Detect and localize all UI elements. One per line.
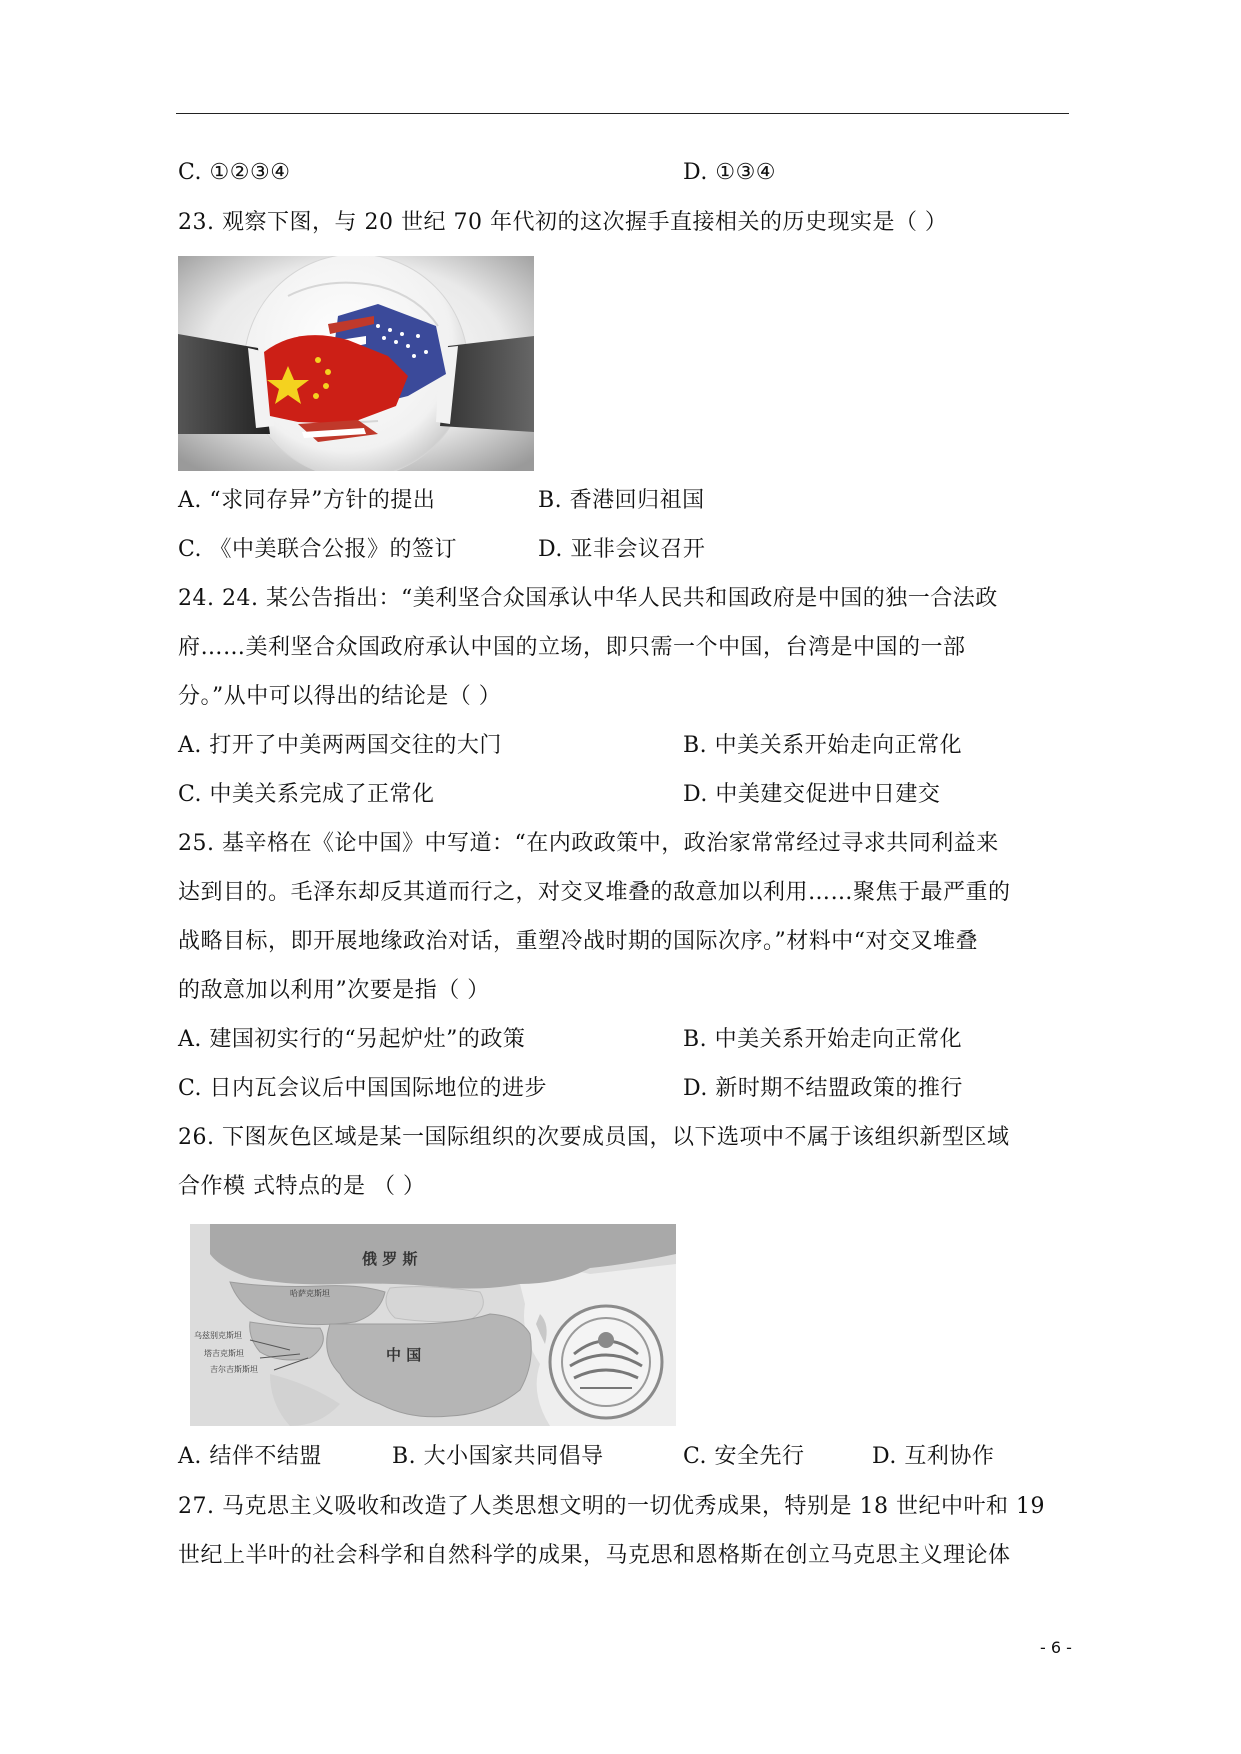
q25-option-d: D. 新时期不结盟政策的推行 [683,1076,963,1101]
q23-option-d: D. 亚非会议召开 [538,537,706,562]
q25-option-b: B. 中美关系开始走向正常化 [683,1027,963,1052]
q24-option-a: A. 打开了中美两两国交往的大门 [178,733,502,758]
q27-stem-line2: 世纪上半叶的社会科学和自然科学的成果，马克思和恩格斯在创立马克思主义理论体 [178,1543,1011,1568]
q25-option-a: A. 建国初实行的“另起炉灶”的政策 [178,1027,526,1052]
q25-stem-line3: 战略目标，即开展地缘政治对话，重塑冷战时期的国际次序。”材料中“对交叉堆叠 [178,929,978,954]
q24-option-c: C. 中美关系完成了正常化 [178,782,435,807]
handshake-image [178,256,534,471]
q23-stem: 23. 观察下图，与 20 世纪 70 年代初的这次握手直接相关的历史现实是（ ） [178,210,948,235]
q23-option-b: B. 香港回归祖国 [538,488,705,513]
q23-option-a: A. “求同存异”方针的提出 [178,488,436,513]
sco-map-image [190,1224,676,1426]
q26-option-a: A. 结伴不结盟 [178,1444,322,1469]
q27-stem-line1: 27. 马克思主义吸收和改造了人类思想文明的一切优秀成果，特别是 18 世纪中叶和 19 [178,1494,1045,1519]
q26-stem-line1: 26. 下图灰色区域是某一国际组织的次要成员国，以下选项中不属于该组织新型区域 [178,1125,1010,1150]
q22-option-d: D. ①③④ [683,160,777,185]
sco-emblem-icon [550,1306,662,1418]
q26-option-c: C. 安全先行 [683,1444,805,1469]
q26-option-d: D. 互利协作 [872,1444,995,1469]
q26-stem-line2: 合作模 式特点的是 （ ） [178,1174,426,1199]
map-label-china: 中 国 [386,1346,422,1364]
q25-stem-line4: 的敌意加以利用”次要是指（ ） [178,978,490,1003]
map-label-tajikistan: 塔吉克斯坦 [204,1349,244,1358]
q24-stem-line2: 府……美利坚合众国政府承认中国的立场，即只需一个中国，台湾是中国的一部 [178,635,966,660]
map-label-kyrgyzstan: 吉尔吉斯斯坦 [210,1365,258,1374]
q25-option-c: C. 日内瓦会议后中国国际地位的进步 [178,1076,548,1101]
map-label-kazakhstan: 哈萨克斯坦 [290,1289,330,1298]
q23-option-c: C. 《中美联合公报》的签订 [178,537,458,562]
q26-option-b: B. 大小国家共同倡导 [392,1444,604,1469]
page-number: - 6 - [1040,1638,1072,1657]
q24-stem-line3: 分。”从中可以得出的结论是（ ） [178,684,502,709]
q24-option-b: B. 中美关系开始走向正常化 [683,733,963,758]
map-label-russia: 俄 罗 斯 [362,1250,418,1268]
q24-option-d: D. 中美建交促进中日建交 [683,782,941,807]
q22-option-c: C. ①②③④ [178,160,291,185]
q25-stem-line1: 25. 基辛格在《论中国》中写道：“在内政政策中，政治家常常经过寻求共同利益来 [178,831,999,856]
q24-stem-line1: 24. 24. 某公告指出：“美利坚合众国承认中华人民共和国政府是中国的独一合法政 [178,586,998,611]
q25-stem-line2: 达到目的。毛泽东却反其道而行之，对交叉堆叠的敌意加以利用……聚焦于最严重的 [178,880,1011,905]
map-label-uzbekistan: 乌兹别克斯坦 [194,1331,242,1340]
header-rule [176,113,1069,114]
